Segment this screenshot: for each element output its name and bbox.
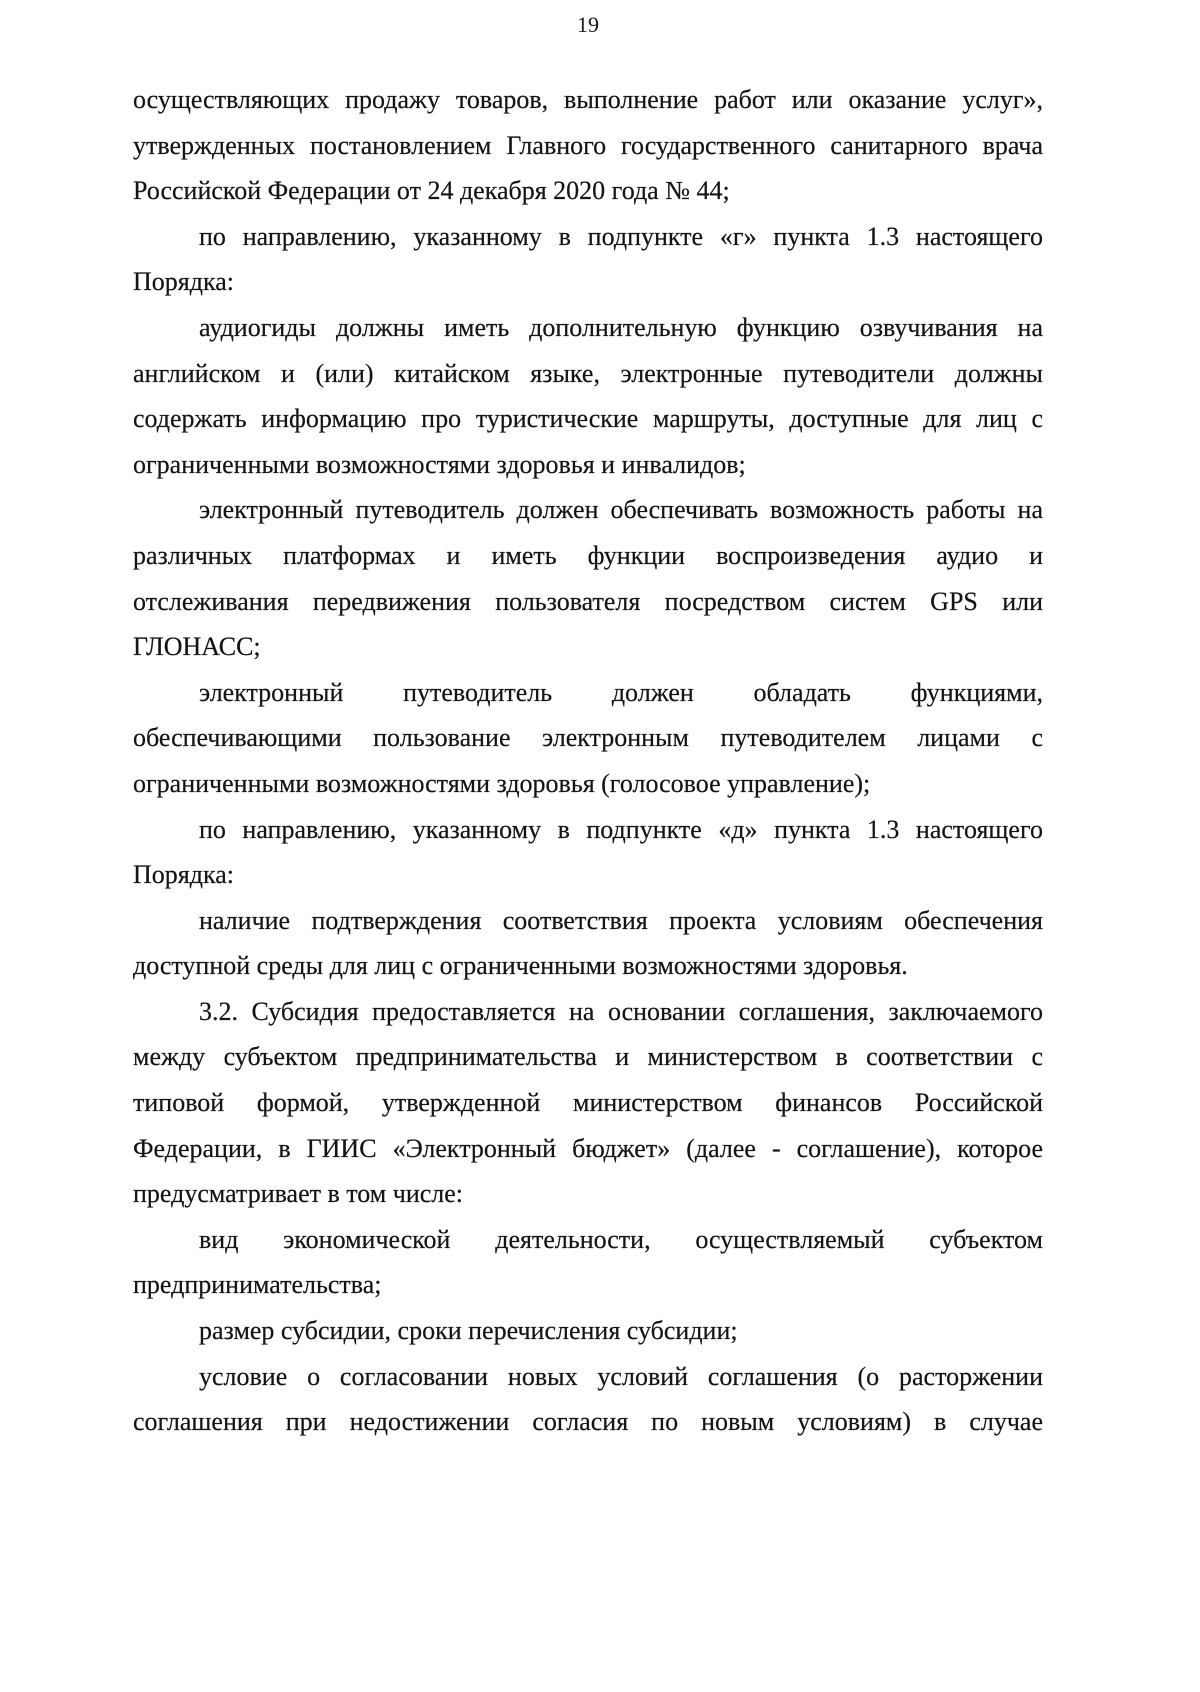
text-line: ограниченными возможностями здоровья (голосовое управление); [133, 768, 871, 798]
text-line: утвержденных постановлением Главного государственного санитарного врача [133, 130, 1043, 160]
text-line: осуществляющих продажу товаров, выполнение работ или оказание услуг», [133, 85, 1043, 114]
paragraph [133, 807, 1043, 898]
paragraph [133, 1354, 1043, 1445]
paragraph [133, 1217, 1043, 1308]
paragraph [133, 670, 1043, 807]
text-line: Порядка: [133, 267, 234, 297]
text-line: между субъектом предпринимательства и министерством в соответствии с [133, 1042, 1043, 1072]
text-line: наличие подтверждения соответствия проекта условиям обеспечения [199, 905, 1043, 935]
paragraph [133, 1308, 1043, 1354]
document-body [133, 77, 1043, 1445]
text-line: Порядка: [133, 860, 234, 890]
text-line: электронный путеводитель должен обладать функциями, [199, 677, 1043, 707]
text-line: по направлению, указанному в подпункте «д» пункта 1.3 настоящего [199, 814, 1043, 844]
paragraph [133, 898, 1043, 989]
text-line: ГЛОНАСС; [133, 632, 261, 662]
paragraph [133, 77, 1043, 214]
text-line: условие о согласовании новых условий соглашения (о расторжении [199, 1361, 1043, 1391]
text-line: предусматривает в том числе: [133, 1179, 464, 1209]
text-line: вид экономической деятельности, осуществляемый субъектом [199, 1224, 1043, 1254]
text-line: отслеживания передвижения пользователя посредством систем GPS или [133, 586, 1043, 616]
text-line: различных платформах и иметь функции воспроизведения аудио и [133, 540, 1043, 570]
text-line: аудиогиды должны иметь дополнительную функцию озвучивания на [199, 312, 1043, 342]
text-line: типовой формой, утвержденной министерством финансов Российской [133, 1088, 1043, 1118]
text-line: содержать информацию про туристические маршруты, доступные для лиц с [133, 404, 1043, 434]
text-line: доступной среды для лиц с ограниченными возможностями здоровья. [133, 951, 908, 981]
paragraph [133, 305, 1043, 487]
page-number: 19 [577, 12, 599, 37]
text-line: 3.2. Субсидия предоставляется на основании соглашения, заключаемого [199, 996, 1043, 1026]
text-line: соглашения при недостижении согласия по новым условиям) в случае [133, 1407, 1043, 1437]
text-line: ограниченными возможностями здоровья и инвалидов; [133, 449, 746, 479]
paragraph [133, 214, 1043, 305]
paragraph [133, 487, 1043, 669]
text-line: Российской Федерации от 24 декабря 2020 года № 44; [133, 176, 730, 206]
text-line: Федерации, в ГИИС «Электронный бюджет» (далее - соглашение), которое [133, 1133, 1043, 1163]
paragraph [133, 989, 1043, 1217]
text-line: обеспечивающими пользование электронным путеводителем лицами с [133, 723, 1043, 753]
text-line: английском и (или) китайском языке, электронные путеводители должны [133, 358, 1043, 388]
text-line: предпринимательства; [133, 1270, 382, 1300]
text-line: размер субсидии, сроки перечисления субсидии; [199, 1316, 738, 1346]
text-line: по направлению, указанному в подпункте «г» пункта 1.3 настоящего [199, 221, 1043, 251]
text-line: электронный путеводитель должен обеспечивать возможность работы на [199, 495, 1043, 525]
